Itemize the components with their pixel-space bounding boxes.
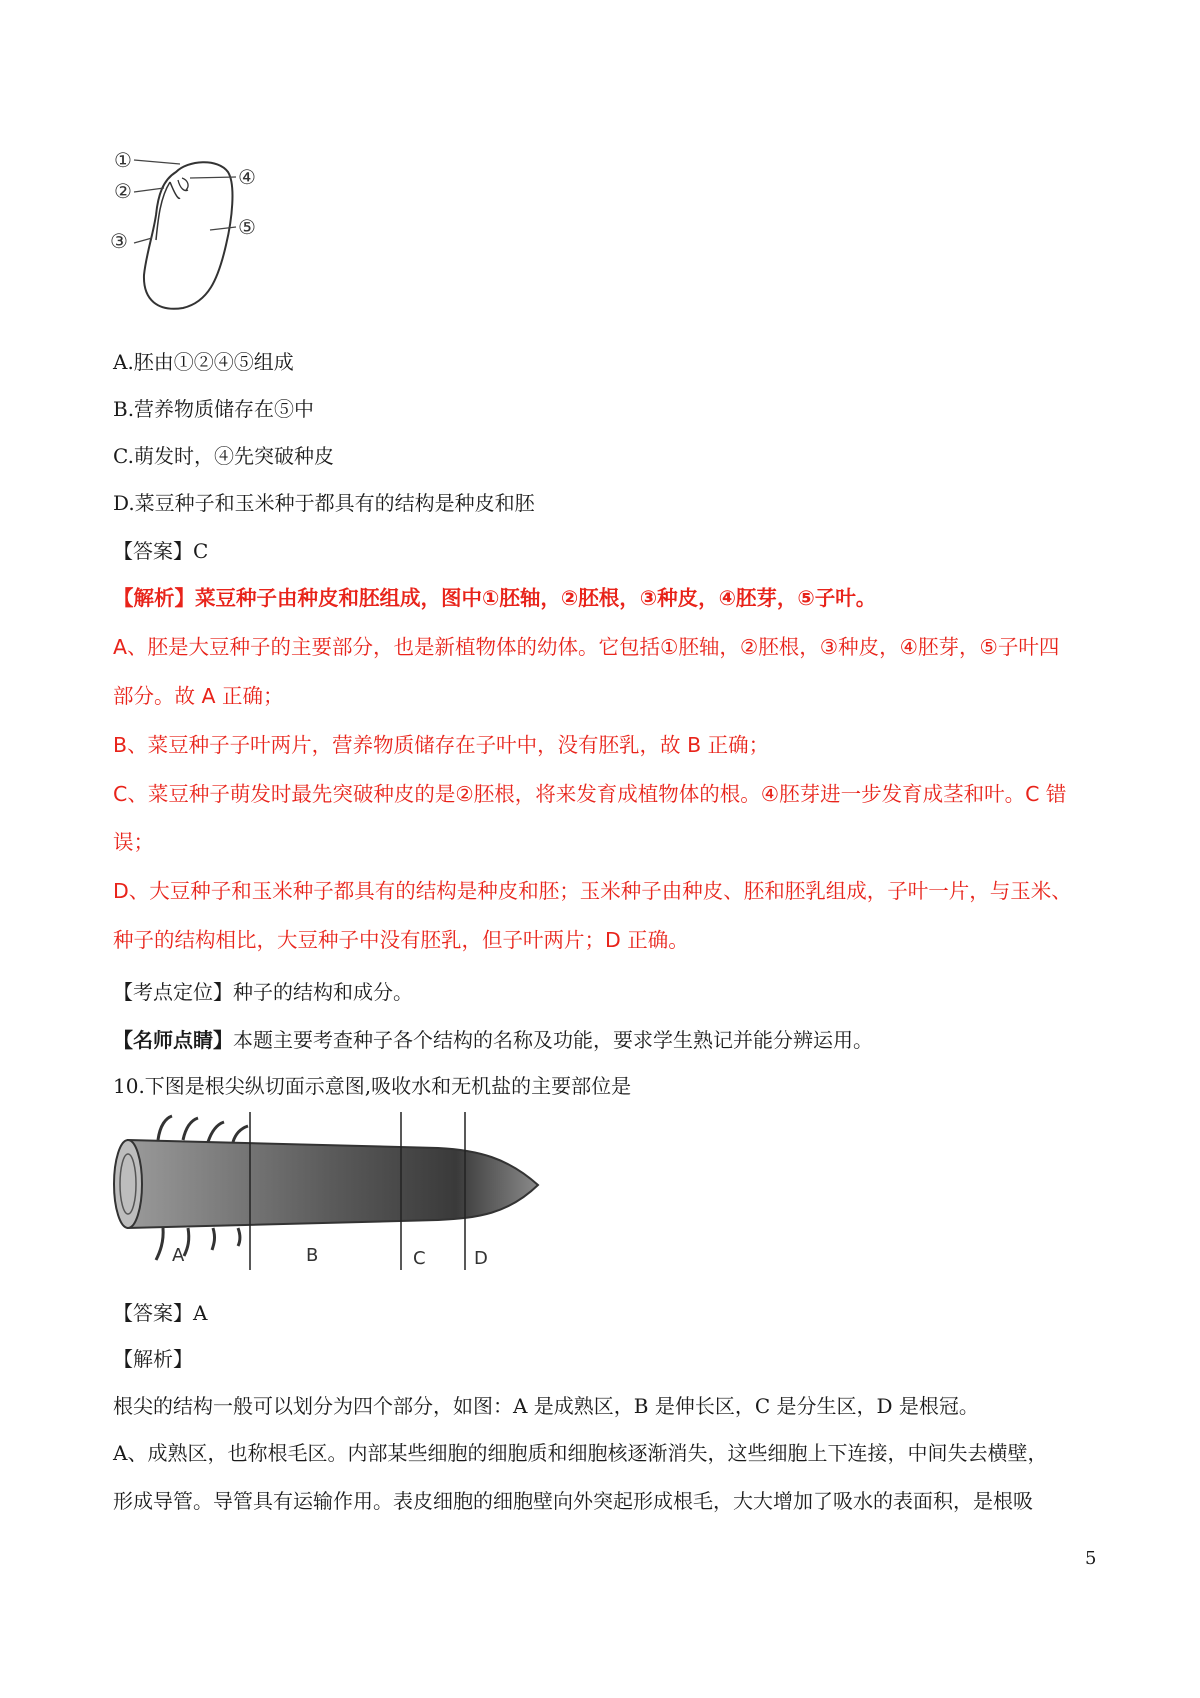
embryo-outline xyxy=(156,182,180,240)
q9-analysis-line-3: 部分。故 A 正确； xyxy=(113,684,284,708)
option-b: B.营养物质储存在⑤中 xyxy=(113,397,315,421)
q10-analysis-line-2: A、成熟区，也称根毛区。内部某些细胞的细胞质和细胞核逐渐消失，这些细胞上下连接，中间失去横壁， xyxy=(113,1441,1048,1465)
teacher-tip-text: 本题主要考查种子各个结构的名称及功能，要求学生熟记并能分辨运用。 xyxy=(233,1028,873,1052)
analysis-tag: 【解析】 xyxy=(113,586,195,610)
option-c: C.萌发时，④先突破种皮 xyxy=(113,444,334,468)
label-c: C xyxy=(413,1248,426,1269)
q9-analysis-line-7: D、大豆种子和玉米种子都具有的结构是种皮和胚；玉米种子由种皮、胚和胚乳组成，子叶一片，与玉米、 xyxy=(113,879,1072,903)
label-b: B xyxy=(306,1245,319,1266)
bean-seed-figure xyxy=(108,150,288,320)
q9-analysis-line-5: C、菜豆种子萌发时最先突破种皮的是②胚根，将来发育成植物体的根。④胚芽进一步发育成茎和叶。C 错 xyxy=(113,782,1067,806)
q10-question: 10.下图是根尖纵切面示意图,吸收水和无机盐的主要部位是 xyxy=(113,1074,632,1098)
root-tip-figure xyxy=(108,1110,548,1270)
label-1: ① xyxy=(114,150,132,172)
option-a: A.胚由①②④⑤组成 xyxy=(113,350,294,374)
q9-analysis-line-8: 种子的结构相比，大豆种子中没有胚乳，但子叶两片；D 正确。 xyxy=(113,928,689,952)
q9-analysis-line-4: B、菜豆种子子叶两片，营养物质储存在子叶中，没有胚乳，故 B 正确； xyxy=(113,733,770,757)
key-point: 【考点定位】种子的结构和成分。 xyxy=(113,980,413,1004)
teacher-tip-tag: 【名师点睛】 xyxy=(113,1028,233,1052)
q10-analysis-line-3: 形成导管。导管具有运输作用。表皮细胞的细胞壁向外突起形成根毛，大大增加了吸水的表面积，是根吸 xyxy=(113,1489,1033,1513)
root-cross-section xyxy=(114,1140,142,1228)
label-4: ④ xyxy=(238,165,256,189)
plumule xyxy=(178,178,188,191)
q9-analysis-line-6: 误； xyxy=(113,830,154,854)
option-d: D.菜豆种子和玉米种于都具有的结构是种皮和胚 xyxy=(113,491,535,515)
analysis-text: 菜豆种子由种皮和胚组成，图中①胚轴，②胚根，③种皮，④胚芽，⑤子叶。 xyxy=(195,586,877,610)
q9-analysis-line-1 xyxy=(113,585,876,611)
label-d: D xyxy=(474,1248,488,1269)
label-2: ② xyxy=(114,179,132,203)
q10-answer: 【答案】A xyxy=(113,1301,208,1325)
q9-answer: 【答案】C xyxy=(113,539,209,563)
q10-analysis-line-1: 根尖的结构一般可以划分为四个部分，如图：A 是成熟区，B 是伸长区，C 是分生区，D 是根冠。 xyxy=(113,1394,979,1418)
root-body xyxy=(128,1140,538,1228)
teacher-tip xyxy=(113,1027,873,1053)
label-a: A xyxy=(172,1245,185,1266)
page-number: 5 xyxy=(1085,1548,1097,1569)
label-5: ⑤ xyxy=(238,215,256,239)
q10-analysis-tag: 【解析】 xyxy=(113,1347,193,1371)
label-3: ③ xyxy=(110,229,128,253)
q9-analysis-line-2: A、胚是大豆种子的主要部分，也是新植物体的幼体。它包括①胚轴，②胚根，③种皮，④胚芽，⑤子叶四 xyxy=(113,635,1060,659)
